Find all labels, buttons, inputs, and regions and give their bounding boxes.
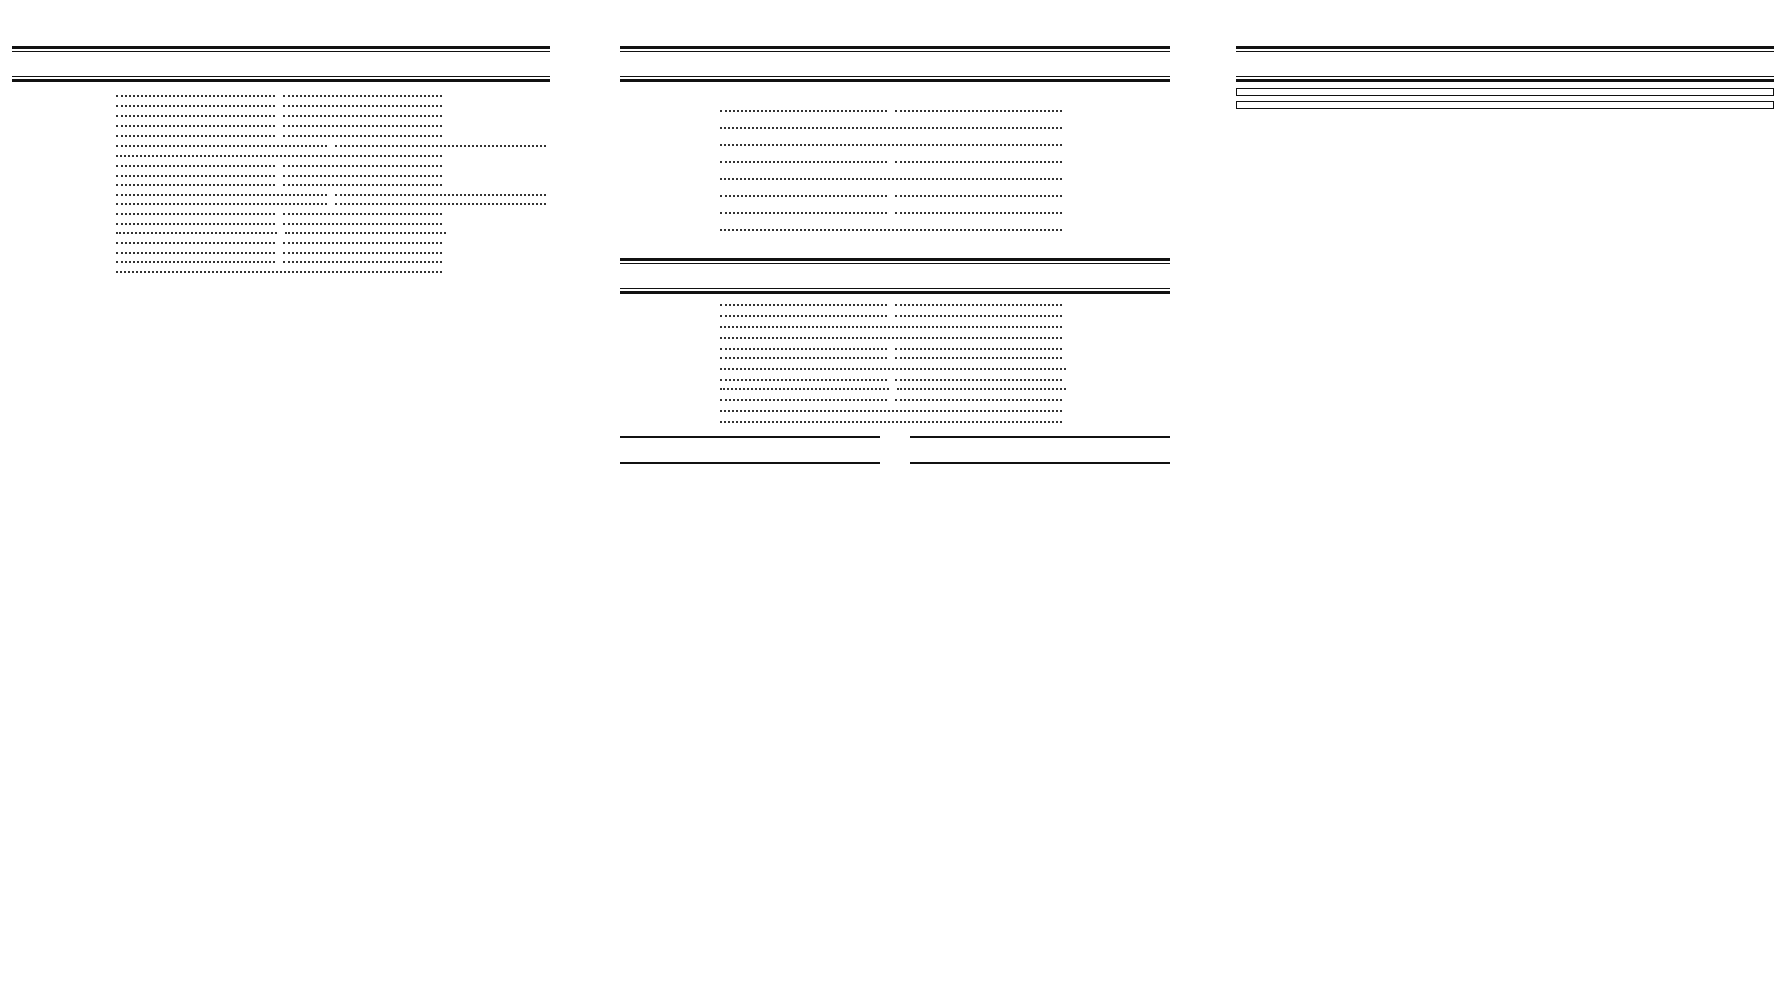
bank-box	[1236, 101, 1774, 109]
order-row	[620, 410, 1170, 417]
order-item	[12, 271, 550, 278]
dots	[116, 115, 275, 117]
dots	[895, 212, 1062, 214]
order-item	[620, 326, 1170, 333]
order-item	[12, 105, 550, 112]
order-row	[620, 315, 1170, 322]
dots	[283, 115, 442, 117]
order-row	[620, 178, 1170, 185]
order-item	[12, 175, 550, 191]
order-item	[620, 421, 1170, 428]
dots	[720, 410, 1062, 412]
item-sub-row	[112, 232, 550, 239]
dots	[720, 326, 1062, 328]
order-item	[620, 178, 1170, 185]
order-item	[620, 304, 1170, 311]
order-row	[12, 165, 550, 172]
dots	[897, 388, 1066, 390]
order-row	[12, 95, 550, 102]
order-item	[620, 144, 1170, 151]
dots	[720, 212, 887, 214]
dots	[283, 175, 442, 177]
dots	[895, 348, 1062, 350]
order-row	[620, 110, 1170, 117]
dots	[116, 175, 275, 177]
friday-prayer	[910, 436, 1170, 467]
order-row	[620, 161, 1170, 168]
dots	[895, 110, 1062, 112]
dots	[720, 379, 887, 381]
item-sub-row	[112, 175, 446, 182]
order-item	[620, 337, 1170, 344]
sunday-service-header	[12, 46, 550, 82]
order-item	[620, 410, 1170, 417]
dots	[283, 261, 442, 263]
item-sub-row	[716, 348, 1066, 355]
item-sub-row	[112, 261, 446, 268]
order-row	[12, 194, 550, 210]
order-row	[620, 144, 1170, 151]
item-sub-row	[112, 223, 550, 230]
item-sub-row	[112, 252, 446, 259]
order-item	[620, 348, 1170, 364]
dots	[116, 271, 442, 273]
item-sub-row	[716, 357, 1066, 364]
dots	[720, 348, 887, 350]
dots	[116, 203, 327, 205]
order-item	[12, 165, 550, 172]
service-times	[12, 86, 550, 92]
dawn-prayer	[620, 436, 880, 467]
order-item	[620, 212, 1170, 219]
dots	[283, 213, 442, 215]
offerings-column	[1236, 46, 1774, 109]
order-row	[620, 127, 1170, 134]
dots	[895, 315, 1062, 317]
order-row	[620, 304, 1170, 311]
dots	[283, 165, 442, 167]
order-row	[12, 105, 550, 112]
item-sub-row	[112, 194, 550, 201]
wednesday-order	[620, 304, 1170, 428]
order-item	[620, 127, 1170, 134]
dots	[720, 127, 1062, 129]
dots	[895, 161, 1062, 163]
dots	[283, 125, 442, 127]
dots	[283, 223, 442, 225]
dots	[283, 135, 442, 137]
dots	[116, 135, 275, 137]
dots	[116, 145, 327, 147]
order-item	[620, 110, 1170, 117]
order-item	[12, 252, 550, 268]
dots	[720, 357, 887, 359]
dots	[895, 399, 1062, 401]
afternoon-service-column	[620, 46, 1170, 467]
dots	[116, 184, 275, 186]
order-row	[12, 223, 550, 239]
order-row	[620, 337, 1170, 344]
order-row	[620, 399, 1170, 406]
dots	[116, 165, 275, 167]
dots	[720, 144, 1062, 146]
dots	[116, 223, 275, 225]
item-middle	[716, 348, 1066, 364]
dots	[720, 110, 887, 112]
order-item	[12, 95, 550, 102]
afternoon-order	[620, 110, 1170, 236]
dots	[720, 399, 887, 401]
dots	[895, 379, 1062, 381]
order-of-worship	[12, 95, 550, 278]
order-row	[620, 421, 1170, 428]
dots	[283, 184, 442, 186]
order-row	[620, 326, 1170, 333]
dots	[283, 95, 442, 97]
dots	[720, 229, 1062, 231]
dots	[895, 304, 1062, 306]
dots	[116, 213, 275, 215]
order-item	[620, 229, 1170, 236]
order-item	[620, 399, 1170, 406]
order-item	[12, 145, 550, 152]
order-row	[12, 242, 550, 249]
dots	[335, 203, 546, 205]
order-row	[12, 252, 550, 268]
dots	[335, 145, 546, 147]
order-item	[12, 213, 550, 220]
dots	[116, 232, 277, 234]
dawn-title	[620, 436, 880, 464]
order-item	[620, 315, 1170, 322]
dots	[720, 161, 887, 163]
dots	[720, 178, 1062, 180]
order-item	[12, 242, 550, 249]
dots	[720, 337, 1062, 339]
order-row	[620, 379, 1170, 395]
order-item	[12, 223, 550, 239]
order-row	[620, 368, 1170, 375]
dots	[283, 105, 442, 107]
item-sub-row	[112, 184, 446, 191]
dots	[335, 194, 546, 196]
dots	[720, 315, 887, 317]
dots	[116, 242, 275, 244]
dots	[285, 232, 446, 234]
dots	[116, 105, 275, 107]
offerings-header	[1236, 46, 1774, 82]
order-row	[12, 271, 550, 278]
order-row	[12, 135, 550, 142]
order-item	[12, 135, 550, 142]
order-row	[12, 145, 550, 152]
dots	[116, 155, 442, 157]
dots	[720, 195, 887, 197]
order-row	[620, 229, 1170, 236]
dots	[895, 357, 1062, 359]
item-middle	[112, 252, 446, 268]
order-row	[620, 195, 1170, 202]
order-item	[12, 155, 550, 162]
dots	[283, 252, 442, 254]
order-item	[620, 379, 1170, 395]
order-row	[620, 348, 1170, 364]
dots	[720, 368, 1066, 370]
order-item	[12, 194, 550, 210]
item-middle	[112, 194, 550, 210]
dots	[720, 421, 1062, 423]
dots	[720, 304, 887, 306]
dots	[720, 388, 889, 390]
order-item	[12, 125, 550, 132]
dots	[283, 242, 442, 244]
order-row	[12, 115, 550, 122]
order-row	[12, 155, 550, 162]
prayer-meetings	[620, 436, 1170, 467]
item-sub-row	[716, 388, 1170, 395]
order-item	[620, 161, 1170, 168]
dots	[116, 261, 275, 263]
friday-title	[910, 436, 1170, 464]
order-row	[12, 175, 550, 191]
dots	[116, 125, 275, 127]
order-item	[12, 115, 550, 122]
sunday-service-column	[12, 46, 550, 288]
order-row	[620, 212, 1170, 219]
mission-box	[1236, 88, 1774, 96]
times-label	[12, 86, 82, 92]
item-middle	[716, 379, 1170, 395]
item-middle	[112, 223, 550, 239]
dots	[116, 252, 275, 254]
order-item	[620, 368, 1170, 375]
dots	[116, 95, 275, 97]
wednesday-header	[620, 258, 1170, 294]
order-item	[620, 195, 1170, 202]
afternoon-service-header	[620, 46, 1170, 82]
dots	[116, 194, 327, 196]
item-middle	[112, 175, 446, 191]
order-row	[12, 125, 550, 132]
order-row	[12, 213, 550, 220]
item-sub-row	[716, 379, 1170, 386]
item-sub-row	[112, 203, 550, 210]
dots	[895, 195, 1062, 197]
